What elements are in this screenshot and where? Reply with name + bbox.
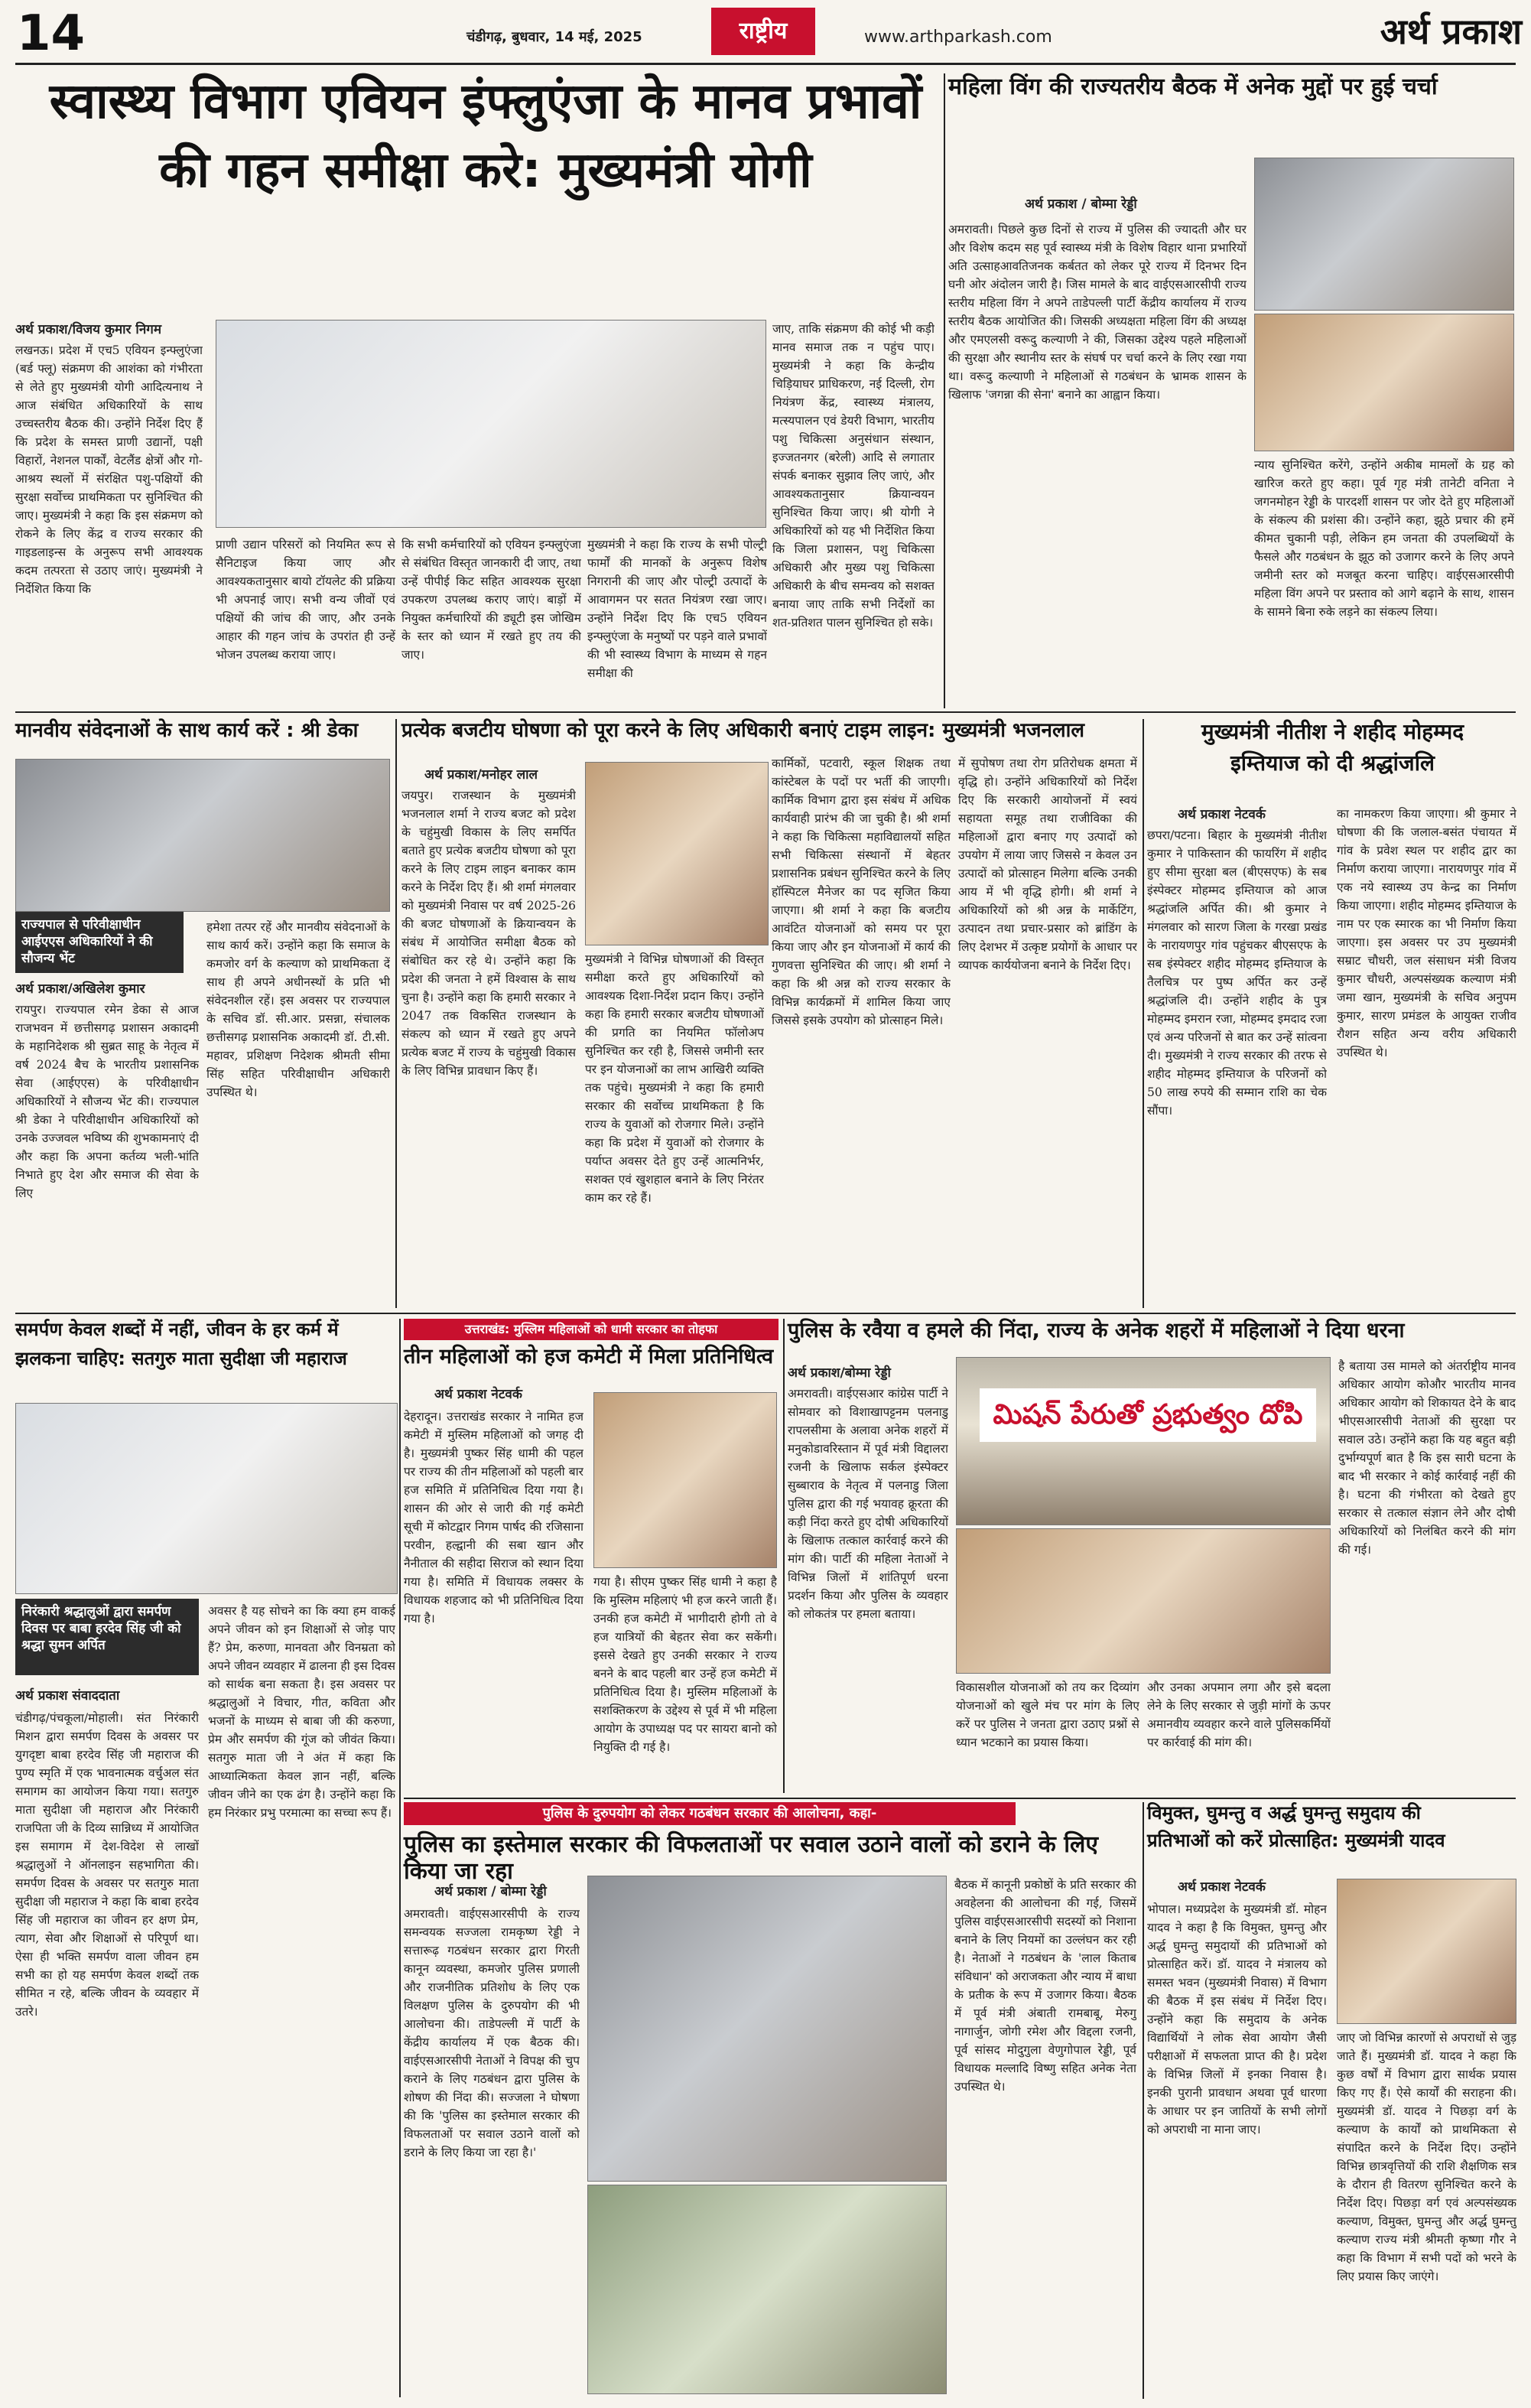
photo-caption: राज्यपाल से परिवीक्षाधीन आईएएस अधिकारियों ने की सौजन्य भेंट bbox=[15, 912, 184, 973]
body-column-5: जाए, ताकि संक्रमण की कोई भी कड़ी मानव समाज तक न पहुंच पाए। मुख्यमंत्री ने कहा कि केन्द्रीय चिड़ियाघर प्राधिकरण, नई दिल्ली, रोग नियंत्रण केंद्र, स्वास्थ्य मंत्रालय, मत्स्यपालन एवं डेयरी विभाग, भारतीय पशु चिकित्सा अनुसंधान संस्थान, इज्जतनगर (बरेली) आदि से लगातार संपर्क बनाकर सुझाव लिए जाएं, और आवश्यकतानुसार क्रियान्वयन सुनिश्चित किया जाए। श्री योगी ने अधिकारियों को यह भी निर्देशित किया कि जिला प्रशासन, पशु चिकित्सा अधिकारी और मुख्य पशु चिकित्सा अधिकारी के बीच समन्वय को सशक्त बनाया जाए ताकि सभी निर्देशों का शत-प्रतिशत पालन सुनिश्चित हो सके। bbox=[772, 322, 935, 630]
masthead bbox=[0, 0, 1531, 64]
story-mahila-wing bbox=[948, 73, 1518, 708]
byline: अर्थ प्रकाश संवाददाता bbox=[15, 1688, 120, 1703]
byline: अर्थ प्रकाश नेटवर्क bbox=[1178, 1879, 1266, 1895]
column-divider bbox=[783, 1319, 785, 1793]
headline-line-2: इम्तियाज को दी श्रद्धांजलि bbox=[1230, 750, 1435, 776]
body-column-2: अवसर है यह सोचने का कि क्या हम वाकई अपने जीवन को इन शिक्षाओं से जोड़ पाए हैं? प्रेम, करुणा, मानवता और विनम्रता को अपने जीवन व्यवहार में ढालना ही इस दिवस को सार्थक बना सकता है। इस अवसर पर श्रद्धालुओं ने विचार, गीत, कविता और भजनों के माध्यम से बाबा जी की करुणा, प्रेम और समर्पण की गूंज को जीवंत किया। सतगुरु माता जी ने अंत में कहा कि आध्यात्मिकता केवल ज्ञान नहीं, बल्कि जीवन जीने का एक ढंग है। उन्होंने कहा कि हम निरंकार प्रभु परमात्मा का सच्चा रूप हैं। bbox=[208, 1604, 395, 1821]
meeting-audience-photo bbox=[1254, 158, 1514, 311]
page-number: 14 bbox=[17, 5, 86, 62]
website: www.arthparkash.com bbox=[864, 28, 1052, 47]
dhami-portrait bbox=[593, 1392, 777, 1568]
body-column-1: देहरादून। उत्तराखंड सरकार ने नामित हज कमेटी में मुस्लिम महिलाओं को जगह दी है। मुख्यमंत्री पुष्कर सिंह धामी की पहल पर राज्य की तीन महिलाओं को पहली बार हज समिति में प्रतिनिधित्व दिया गया है। शासन की ओर से जारी की गई कमेटी सूची में कोटद्वार निगम पार्षद की रजिसाना परवीन, हल्द्वानी की सबा खान और नैनीताल की सहीदा सिराज को स्थान दिया गया है। समिति में विधायक लक्सर के विधायक शहजाद को भी प्रतिनिधित्व दिया गया है। bbox=[404, 1410, 583, 1626]
body-column-1: भोपाल। मध्यप्रदेश के मुख्यमंत्री डॉ. मोहन यादव ने कहा है कि विमुक्त, घुमन्तु और अर्द्ध घुमन्तु समुदायों की प्रतिभाओं को प्रोत्साहित करें। डॉ. यादव ने मंत्रालय को समस्त भवन (मुख्यमंत्री निवास) में विभाग की बैठक में इस संबंध में निर्देश दिए। उन्होंने कहा कि समुदाय के अनेक विद्यार्थियों ने लोक सेवा आयोग जैसी परीक्षाओं में सफलता प्राप्त की है। प्रदेश के विभिन्न जिलों में इनका निवास है। इनकी पुरानी प्रावधान अथवा पूर्व धारणा के आधार पर इन जातियों के सभी लोगों को अपराधी ना माना जाए। bbox=[1147, 1902, 1327, 2137]
headline bbox=[38, 73, 933, 234]
section-rule-2 bbox=[15, 1313, 1516, 1314]
protest-photo-women bbox=[956, 1528, 1331, 1674]
speaker-photo bbox=[1254, 314, 1514, 451]
body-column-2: हमेशा तत्पर रहें और मानवीय संवेदनाओं के साथ कार्य करें। उन्होंने कहा कि समाज के कमजोर वर्ग के कल्याण को प्राथमिकता दें साथ ही अपने अधीनस्थों के प्रति भी संवेदनशील रहें। इस अवसर पर राज्यपाल के सचिव डॉ. सी.आर. प्रसन्ना, संचालक छत्तीसगढ़ प्रशासनिक अकादमी डॉ. टी.सी. महावर, प्रशिक्षण निदेशक श्रीमती सीमा सिंह सहित परिवीक्षाधीन अधिकारी उपस्थित थे। bbox=[206, 920, 390, 1100]
meeting-photo bbox=[216, 320, 766, 528]
headline: प्रत्येक बजटीय घोषणा को पूरा करने के लिए अधिकारी बनाएं टाइम लाइन: मुख्यमंत्री भजनलाल bbox=[401, 719, 1084, 742]
body-column-2: जाए जो विभिन्न कारणों से अपराधों से जुड़ जाते हैं। मुख्यमंत्री डॉ. यादव ने कहा कि कुछ वर्षों में विभाग द्वारा सार्थक प्रयास किए गए हैं। ऐसे कार्यों की सराहना की। मुख्यमंत्री डॉ. यादव ने पिछड़ा वर्ग के कल्याण के कार्यों को प्राथमिकता से संपादित करने के निर्देश दिए। उन्होंने विभिन्न छात्रवृत्तियों की राशि शैक्षणिक सत्र के दौरान ही वितरण सुनिश्चित करने के निर्देश दिए। पिछड़ा वर्ग एवं अल्पसंख्यक कल्याण, विमुक्त, घुमन्तु और अर्द्ध घुमन्तु कल्याण राज्य मंत्री श्रीमती कृष्णा गौर ने कहा कि विभाग में सभी पदों को भरने के लिए प्रयास किए जाएंगे। bbox=[1337, 2031, 1516, 2284]
story-avian-influenza bbox=[15, 73, 941, 708]
body-column-1: अमरावती। वाईएसआरसीपी के राज्य समन्वयक सज्जला रामकृष्ण रेड्डी ने सत्तारूढ़ गठबंधन सरकार द्वारा गिरती कानून व्यवस्था, कमजोर पुलिस प्रणाली और राजनीतिक प्रतिशोध के लिए एक विलक्षण पुलिस के दुरुपयोग की भी आलोचना की। ताडेपल्ली में पार्टी के केंद्रीय कार्यालय में एक बैठक की। वाईएसआरसीपी नेताओं ने विपक्ष की चुप कराने के लिए गठबंधन द्वारा पुलिस के शोषण की निंदा की। सज्जला ने घोषणा की कि 'पुलिस का इस्तेमाल सरकार की विफलताओं पर सवाल उठाने वालों को डराने के लिए किया जा रहा है।' bbox=[404, 1907, 580, 2160]
body-column-1: चंडीगढ़/पंचकूला/मोहाली। संत निरंकारी मिशन द्वारा समर्पण दिवस के अवसर पर युगदृष्टा बाबा हरदेव सिंह जी महाराज की पुण्य स्मृति में एक भावनात्मक वर्चुअल संत समागम का आयोजन किया गया। सतगुरु माता सुदीक्षा जी महाराज और निरंकारी राजपिता जी के दिव्य सान्निध्य में आयोजित इस समागम में देश-विदेश से लाखों श्रद्धालुओं ने ऑनलाइन सहभागिता की। समर्पण दिवस के अवसर पर सतगुरु माता सुदीक्षा जी महाराज ने कहा कि बाबा हरदेव सिंह जी महाराज का जीवन हर क्षण प्रेम, त्याग, सेवा और शिक्षाओं से परिपूर्ण था। ऐसा ही भक्ति समर्पण वाला जीवन हम सभी का हो यह समर्पण केवल शब्दों तक सीमित न रहे, बल्कि जीवन के व्यवहार में उतरे। bbox=[15, 1711, 199, 2019]
body-column-3: कि सभी कर्मचारियों को एवियन इन्फ्लुएंजा से संबंधित विस्तृत जानकारी दी जाए, तथा उन्हें पीपीई किट सहित आवश्यक सुरक्षा उपकरण उपलब्ध कराए जाएं। बाड़ों में नियुक्त कर्मचारियों की ड्यूटी इस जोखिम के स्तर को ध्यान में रखते हुए तय की जाए। bbox=[401, 538, 581, 662]
body-column-4: है बताया उस मामले को अंतर्राष्ट्रीय मानव अधिकार आयोग कोऔर भारतीय मानव अधिकार आयोग को शिकायत देने के बाद भीएसआरसीपी नेताओं की सुरक्षा पर सवाल उठे। उन्होंने कहा कि यह बहुत बड़ी दुर्भाग्यपूर्ण बात है कि इस सारी घटना के बाद भी सरकार ने कोई कार्रवाई नहीं की है। घटना की गंभीरता को देखते हुए सरकार से तत्काल संज्ञान लेने और दोषी अधिकारियों को निलंबित करने की मांग की गई। bbox=[1338, 1359, 1516, 1557]
column-divider bbox=[1143, 719, 1144, 1308]
story-bhajanlal-budget bbox=[401, 719, 1139, 1308]
byline: अर्थ प्रकाश / बोम्मा रेड्डी bbox=[1025, 197, 1137, 212]
column-divider bbox=[399, 1319, 401, 2397]
headline-line-1: विमुक्त, घुमन्तु व अर्द्ध घुमन्तु समुदाय की bbox=[1147, 1802, 1421, 1824]
body-column-3: कार्मिकों, पटवारी, स्कूल शिक्षक तथा कांस्टेबल के पदों पर भर्ती की जाएगी। कार्मिक विभाग द्वारा इस संबंध में अधिक कार्यवाही प्रारंभ की जा चुकी है। श्री शर्मा ने कहा कि चिकित्सा महाविद्यालयों सहित सभी चिकित्सा संस्थानों में बेहतर प्रशासनिक प्रबंधन सुनिश्चित करने के लिए हॉस्पिटल मैनेजर का पद सृजित किया जाएगा। श्री शर्मा ने कहा कि बजटीय आवंटित योजनाओं को समय पर पूरा किया जाए और इन योजनाओं में कार्य की गुणवत्ता सुनिश्चित की जाए। श्री शर्मा ने कहा कि श्री अन्न को राज्य सरकार के विभिन्न कार्यक्रमों में शामिल किया जाए जिससे इसके उपयोग को प्रोत्साहन मिले। bbox=[772, 757, 951, 1028]
story-nitish-tribute bbox=[1147, 719, 1518, 1308]
body-column-2: विकासशील योजनाओं को तय कर दिव्यांग योजनाओं को खुले मंच पर मांग के लिए करें पर पुलिस ने जनता द्वारा उठाए प्रश्नों से ध्यान भटकाने का प्रयास किया। bbox=[956, 1681, 1139, 1750]
byline: अर्थ प्रकाश नेटवर्क bbox=[434, 1387, 522, 1402]
body-column-3: और उनका अपमान लगा और इसे बदला लेने के लिए सरकार से जुड़ी मांगों के ऊपर अमानवीय व्यवहार करने वाले पुलिसकर्मियों पर कार्रवाई की मांग की। bbox=[1147, 1681, 1331, 1750]
body-column-4: मुख्यमंत्री ने कहा कि राज्य के सभी पोल्ट्री फार्मों की मानकों के अनुरूप विशेष निगरानी की जाए और पोल्ट्री उत्पादों के आवागमन पर सतत नियंत्रण रखा जाए। उन्होंने निर्देश दिए कि एच5 एवियन इन्फ्लुएंजा के मनुष्यों पर पड़ने वाले प्रभावों की भी स्वास्थ्य विभाग के माध्यम से गहन समीक्षा की bbox=[587, 538, 767, 681]
headline: मानवीय संवेदनाओं के साथ कार्य करें : श्री डेका bbox=[15, 719, 359, 742]
story-police-dharna bbox=[788, 1319, 1518, 1793]
headline bbox=[1147, 1802, 1518, 1871]
headline-line-2: की गहन समीक्षा करे: मुख्यमंत्री योगी bbox=[159, 142, 812, 199]
headline bbox=[1147, 719, 1518, 796]
body-column-4: में सुपोषण तथा रोग प्रतिरोधक क्षमता में वृद्धि हो। उन्होंने अधिकारियों को निर्देश दिए कि सरकारी आयोजनों में स्वयं सहायता समूह तथा राजीविका की महिलाओं द्वारा बनाए गए उत्पादों को उपयोग में लाया जाए जिससे न केवल उन उत्पादों को प्रोत्साहन मिलेगा बल्कि उनकी आय में भी वृद्धि होगी। श्री शर्मा ने अधिकारियों को श्री अन्न के मार्केटिंग, उत्पादन तथा प्रचार-प्रसार को ब्रांडिंग के लिए देशभर में उत्कृष्ट प्रयोगों के आधार पर व्यापक कार्ययोजना बनाने के निर्देश दिए। bbox=[958, 757, 1137, 973]
body-column-2: मुख्यमंत्री ने विभिन्न घोषणाओं की विस्तृत समीक्षा करते हुए अधिकारियों को आवश्यक दिशा-निर्देश प्रदान किए। उन्होंने कहा कि हमारी सरकार बजटीय घोषणाओं की प्रगति का नियमित फॉलोअप सुनिश्चित कर रही है, जिससे जमीनी स्तर पर इन योजनाओं का लाभ आखिरी व्यक्ति तक पहुंचे। मुख्यमंत्री ने कहा कि हमारी सरकार की सर्वोच्च प्राथमिकता है कि राज्य के युवाओं को रोजगार मिले। उन्होंने कहा कि प्रदेश में युवाओं को रोजगार के पर्याप्त अवसर देते हुए उन्हें आत्मनिर्भर, सशक्त एवं खुशहाल बनाने के लिए निरंतर काम कर रहे हैं। bbox=[585, 952, 764, 1206]
protest-photo-banner bbox=[956, 1357, 1331, 1525]
body-column-2: न्याय सुनिश्चित करेंगे, उन्होंने अकीब मामलों के ग्रह को खारिज करते हुए कहा। पूर्व गृह मंत्री तानेटी वनिता ने जगनमोहन रेड्डी के पारदर्शी शासन पर जोर देते हुए महिलाओं के संकल्प की प्रशंसा की। उन्होंने कहा, झूठे प्रचार की हमें कीमत चुकानी पड़ी, लेकिन हम जनता की उपलब्धियों के फैसले और गठबंधन के झूठ को उजागर करने के लिए अपने जमीनी स्तर को मजबूत करना चाहिए। वाईएसआरसीपी महिला विंग अपने पर प्रस्ताव को आगे बढ़ाने के साथ, शासन के सामने बिना रुके लड़ने का संकल्प लिया। bbox=[1254, 458, 1514, 620]
headline-line-2: प्रतिभाओं को करें प्रोत्साहित: मुख्यमंत्री यादव bbox=[1147, 1830, 1445, 1852]
gandhi-statue-protest-photo bbox=[587, 1876, 947, 2182]
column-divider bbox=[395, 719, 397, 1308]
satsang-photo bbox=[15, 1403, 398, 1594]
body-column-1: अमरावती। पिछले कुछ दिनों से राज्य में पुलिस की ज्यादती और घर और विशेष कदम सह पूर्व स्वास्थ्य मंत्री के विशेष विहार थाना प्रभारियों अति उत्साहआवतिजनक कर्बतत को लेकर पूरे राज्य में दिनभर दिन घनी ओर अंदोलन जारी है। जिस मामले के बाद वाईएसआरसीपी राज्य स्तरीय महिला विंग ने अपने ताडेपल्ली पार्टी केंद्रीय कार्यालय में राज्य स्तरीय बैठक आयोजित की। जिसकी अध्यक्षता महिला विंग की अध्यक्ष और एमएलसी वरूदु कल्याणी ने की, जिसका उद्देश्य पहले महिलाओं की सुरक्षा और स्थानीय स्तर के संघर्ष पर चर्चा करने के लिए रखा गया था। वरूदु कल्याणी ने महिलाओं से गठबंधन के भ्रामक शासन के खिलाफ 'जगन्ना की सेना' बनाने का आह्वान किया। bbox=[948, 223, 1247, 402]
body-column-2: का नामकरण किया जाएगा। श्री कुमार ने घोषणा की कि जलाल-बसंत पंचायत में गांव के प्रवेश स्थल पर शहीद द्वार का निर्माण कराया जाएगा। नारायणपुर गांव में एक नये स्वास्थ्य उप केन्द्र का निर्माण किया जाएगा। शहीद मोहम्मद इम्तियाज के नाम पर एक स्मारक का भी निर्माण किया जाएगा। इस अवसर पर उप मुख्यमंत्री सम्राट चौधरी, जल संसाधन मंत्री विजय कुमार चौधरी, अल्पसंख्यक कल्याण मंत्री जमा खान, मुख्यमंत्री के सचिव अनुपम कुमार, सारण प्रमंडल के आयुक्त राजीव रौशन सहित अन्य वरीय अधिकारी उपस्थित थे। bbox=[1337, 807, 1516, 1060]
body-column-1: लखनऊ। प्रदेश में एच5 एवियन इन्फ्लुएंजा (बर्ड फ्लू) संक्रमण की आशंका को गंभीरता से लेते हुए मुख्यमंत्री योगी आदित्यनाथ ने आज संबंधित अधिकारियों के साथ उच्चस्तरीय बैठक की। उन्होंने निर्देश दिए हैं कि प्रदेश के समस्त प्राणी उद्यानों, पक्षी विहारों, नेशनल पार्कों, वेटलैंड क्षेत्रों और गो-आश्रय स्थलों में संरक्षित पशु-पक्षियों की सुरक्षा सर्वोच्च प्राथमिकता पर सुनिश्चित की जाए। मुख्यमंत्री ने कहा कि इस संक्रमण को रोकने के लिए केंद्र व राज्य सरकार की गाइडलाइन्स के अनुरूप सभी आवश्यक कदम तत्परता से उठाए जाएं। मुख्यमंत्री ने निर्देशित किया कि bbox=[15, 343, 203, 597]
yadav-portrait bbox=[1337, 1879, 1516, 2024]
headline-line-1: मुख्यमंत्री नीतीश ने शहीद मोहम्मद bbox=[1201, 719, 1464, 744]
headline: महिला विंग की राज्यतरीय बैठक में अनेक मुद्दों पर हुई चर्चा bbox=[948, 73, 1438, 100]
headline bbox=[15, 1319, 398, 1395]
kicker: पुलिस के दुरुपयोग को लेकर गठबंधन सरकार की आलोचना, कहा- bbox=[404, 1802, 1016, 1825]
body-column-2: गया है। सीएम पुष्कर सिंह धामी ने कहा है कि मुस्लिम महिलाएं भी हज करने जाती हैं। उनकी हज कमेटी में भागीदारी होगी तो वे हज यात्रियों की बेहतर सेवा कर सकेंगी। इससे देखते हुए उनकी सरकार ने राज्य बनने के बाद पहली बार उन्हें हज कमेटी में प्रतिनिधित्व दिया है। मुस्लिम महिलाओं के सशक्तिकरण के उद्देश्य से पूर्व में भी महिला आयोग के उपाध्यक्ष पद पर सायरा बानो को नियुक्ति दी गई है। bbox=[593, 1575, 777, 1755]
photo-caption: निरंकारी श्रद्धालुओं द्वारा समर्पण दिवस पर बाबा हरदेव सिंह जी को श्रद्धा सुमन अर्पित bbox=[15, 1599, 199, 1675]
byline: अर्थ प्रकाश/विजय कुमार निगम bbox=[15, 322, 161, 337]
headline: पुलिस के रवैया व हमले की निंदा, राज्य के अनेक शहरों में महिलाओं ने दिया धरना bbox=[788, 1319, 1405, 1342]
section-tag: राष्ट्रीय bbox=[711, 8, 815, 55]
body-column-2: बैठक में कानूनी प्रकोष्ठों के प्रति सरकार की अवहेलना की आलोचना की गई, जिसमें पुलिस वाईएसआरसीपी सदस्यों को निशाना बनाने के लिए नियमों का उल्लंघन कर रही है। नेताओं ने गठबंधन के 'लाल किताब संविधान' को अराजकता और न्याय में बाधा के प्रतीक के रूप में उजागर किया। बैठक में पूर्व मंत्री अंबाती रामबाबू, मेरुगु नागार्जुन, जोगी रमेश और विद्दला रजनी, पूर्व सांसद मोदुगुला वेणुगोपाल रेड्डी, पूर्व विधायक मल्लादि विष्णु सहित अनेक नेता उपस्थित थे। bbox=[954, 1878, 1136, 2094]
byline: अर्थ प्रकाश/मनोहर लाल bbox=[424, 767, 538, 783]
section-rule-1 bbox=[15, 711, 1516, 713]
byline: अर्थ प्रकाश/बोम्मा रेड्डी bbox=[788, 1365, 891, 1381]
masthead-rule bbox=[15, 63, 1516, 65]
headline: पुलिस का इस्तेमाल सरकार की विफलताओं पर सवाल उठाने वालों को डराने के लिए किया जा रहा bbox=[404, 1831, 1098, 1886]
kicker: उत्तराखंड: मुस्लिम महिलाओं को धामी सरकार का तोहफा bbox=[404, 1319, 779, 1340]
paper-name-logo: अर्थ प्रकाश bbox=[1380, 11, 1522, 52]
byline: अर्थ प्रकाश / बोम्मा रेड्डी bbox=[434, 1884, 547, 1899]
story-haj-committee bbox=[404, 1319, 779, 1793]
headline-line-1: समर्पण केवल शब्दों में नहीं, जीवन के हर कर्म में bbox=[15, 1319, 339, 1340]
story-yadav-nomadic bbox=[1147, 1802, 1518, 2399]
body-column-1: छपरा/पटना। बिहार के मुख्यमंत्री नीतीश कुमार ने पाकिस्तान की फायरिंग में शहीद हुए सीमा सुरक्षा बल (बीएसएफ) के सब इंस्पेक्टर मोहम्मद इम्तियाज को आज श्रद्धांजलि अर्पित की। श्री कुमार ने मंगलवार को सारण जिला के गरखा प्रखंड के नारायणपुर गांव पहुंचकर बीएसएफ के सब इंस्पेक्टर शहीद मोहम्मद इम्तियाज के तैलचित्र पर पुष्प अर्पित कर उन्हें श्रद्धांजलि दी। उन्होंने शहीद के पुत्र मोहम्मद इमरान रजा, मोहम्मद इमदाद रजा एवं अन्य परिजनों से बात कर उन्हें सांत्वना दी। मुख्यमंत्री ने राज्य सरकार की तरफ से शहीद मोहम्मद इम्तियाज के परिजनों को 50 लाख रुपये की सम्मान राशि का चेक सौंपा। bbox=[1147, 828, 1327, 1118]
governor-meeting-photo bbox=[15, 759, 390, 912]
headline: तीन महिलाओं को हज कमेटी में मिला प्रतिनिधित्व bbox=[404, 1345, 774, 1368]
section-rule-3 bbox=[404, 1798, 1516, 1799]
byline: अर्थ प्रकाश नेटवर्क bbox=[1178, 807, 1266, 822]
body-column-1: रायपुर। राज्यपाल रमेन डेका से आज राजभवन में छत्तीसगढ़ प्रशासन अकादमी के महानिदेशक श्री सुब्रत साहू के नेतृत्व में वर्ष 2024 बैच के भारतीय प्रशासनिक सेवा (आईएएस) के परिवीक्षाधीन अधिकारियों ने सौजन्य भेंट की। राज्यपाल श्री डेका ने परिवीक्षाधीन अधिकारियों को उनके उज्जवल भविष्य की शुभकामनाएं दी और कहा कि अपना कर्तव्य भली-भांति निभाते हुए देश और समाज की सेवा के लिए bbox=[15, 1003, 199, 1201]
column-divider bbox=[1143, 1802, 1144, 2399]
headline-line-1: स्वास्थ्य विभाग एवियन इंफ्लुएंजा के मानव प्रभावों bbox=[49, 73, 922, 130]
banner-text: మిషన్ పేరుతో ప్రభుత్వం దోపి bbox=[980, 1388, 1316, 1442]
body-column-1: अमरावती। वाईएसआर कांग्रेस पार्टी ने सोमवार को विशाखापट्टनम पलनाडु रापलसीमा के अलावा अनेक शहरों में मनुकोडावरिस्तान में पूर्व मंत्री विद्दालरा रजनी के खिलाफ सर्कल इंस्पेक्टर सुब्बाराव के नेतृत्व में पलनाडु जिला पुलिस द्वारा की गई भयावह क्रूरता की कड़ी निंदा करते हुए दोषी अधिकारियों के खिलाफ तत्काल कार्रवाई करने की मांग की। पार्टी की महिला नेताओं ने विभिन्न जिलों में शांतिपूर्ण धरना प्रदर्शन किया और पुलिस के व्यवहार को लोकतंत्र पर हमला बताया। bbox=[788, 1387, 948, 1622]
body-column-1: जयपुर। राजस्थान के मुख्यमंत्री भजनलाल शर्मा ने राज्य बजट को प्रदेश के चहुंमुखी विकास के लिए समर्पित बताते हुए प्रत्येक बजटीय घोषणा को पूरा करने के लिए टाइम लाइन बनाकर काम करने के निर्देश दिए हैं। श्री शर्मा मंगलवार को मुख्यमंत्री निवास पर वर्ष 2025-26 की बजट घोषणाओं के क्रियान्वयन के संबंध में आयोजित समीक्षा बैठक को संबोधित कर रहे थे। उन्होंने कहा कि प्रदेश की जनता ने हमें विश्वास के साथ चुना है। उन्होंने कहा कि हमारी सरकार ने 2047 तक विकसित राजस्थान के संकल्प को ध्यान में रखते हुए अपने प्रत्येक बजट में राज्य के चहुंमुखी विकास के लिए विभिन्न प्रावधान किए हैं। bbox=[401, 789, 576, 1079]
story-governor-deka bbox=[15, 719, 390, 1308]
body-column-2: प्राणी उद्यान परिसरों को नियमित रूप से सैनिटाइज किया जाए और आवश्यकतानुसार बायो टॉयलेट की प्रक्रिया भी अपनाई जाए। सभी वन्य जीवों एवं पक्षियों की जांच की जाए, और उनके आहार की गहन जांच के उपरांत ही उन्हें भोजन उपलब्ध कराया जाए। bbox=[216, 538, 395, 662]
crowd-photo bbox=[587, 2185, 947, 2394]
dateline: चंडीगढ़, बुधवार, 14 मई, 2025 bbox=[466, 29, 642, 45]
column-divider bbox=[944, 73, 945, 708]
story-police-misuse bbox=[404, 1802, 1138, 2399]
chief-minister-portrait bbox=[585, 762, 769, 945]
headline-line-2: झलकना चाहिए: सतगुरु माता सुदीक्षा जी महाराज bbox=[15, 1348, 347, 1370]
byline: अर्थ प्रकाश/अखिलेश कुमार bbox=[15, 981, 145, 997]
story-nirankari-samarpan bbox=[15, 1319, 398, 2397]
